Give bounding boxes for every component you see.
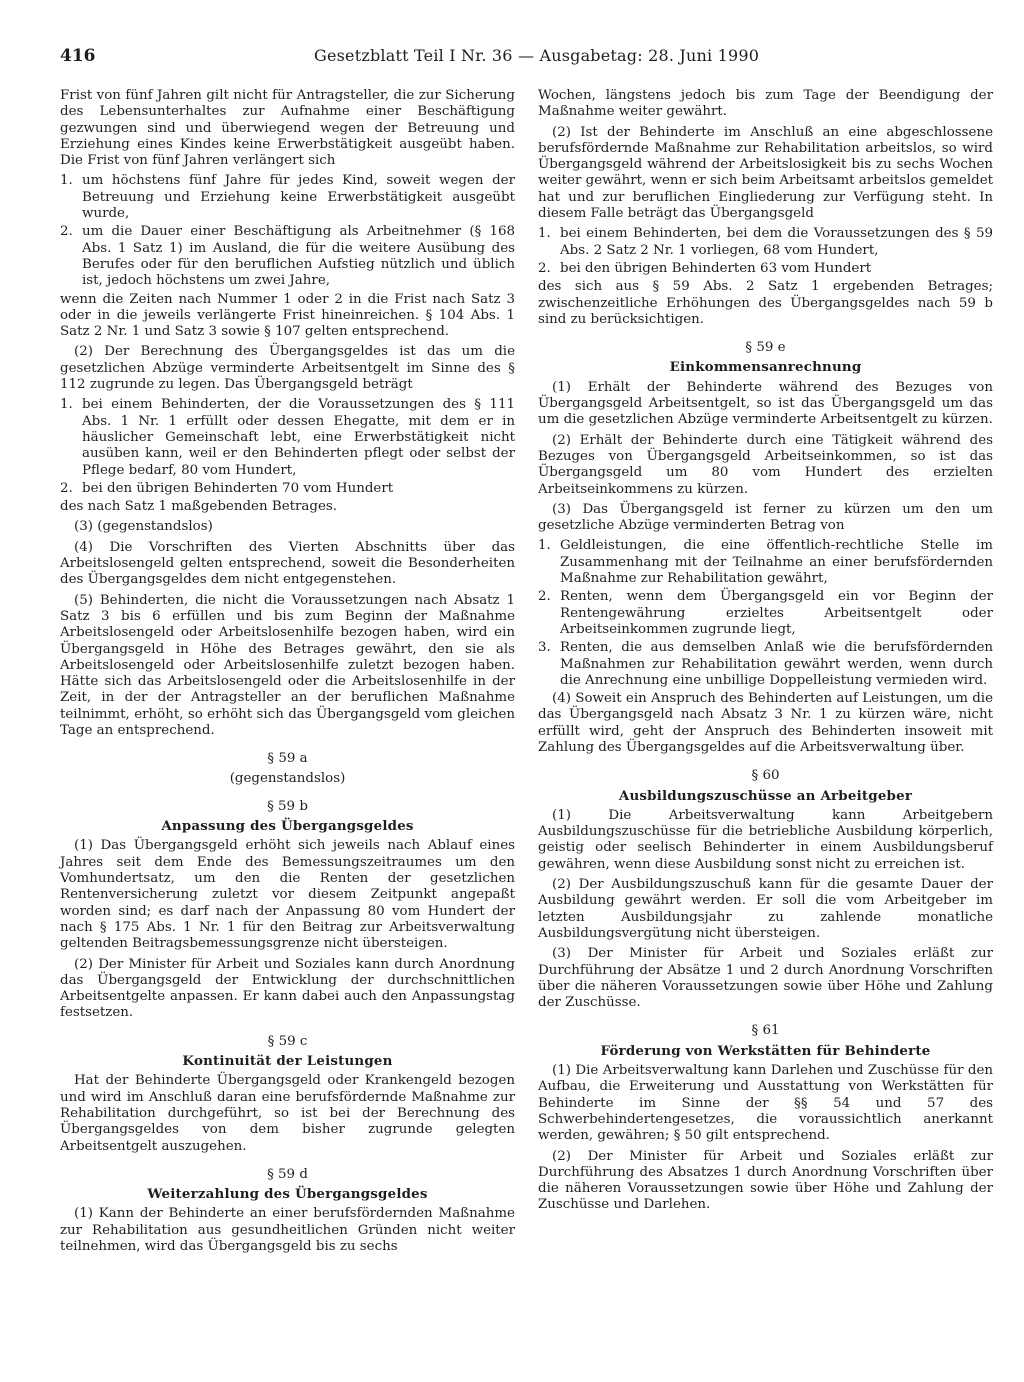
paragraph: (2) Der Minister für Arbeit und Soziales kann durch Anordnung das Übergangsgeld der Entwicklung der durchschnittlichen Arbeitsentgelte anpassen. Er kann dabei auch den Anpassungstag festsetzen.: [60, 956, 515, 1021]
paragraph: (4) Soweit ein Anspruch des Behinderten auf Leistungen, um die das Übergangsgeld nach Absatz 3 Nr. 1 zu kürzen wäre, nicht erfüllt wird, geht der Anspruch des Behinderten insoweit mit Zahlung des Übergangsgeldes auf die Arbeitsverwaltung über.: [538, 691, 993, 755]
page-number: 416: [60, 46, 96, 66]
list-text: Renten, wenn dem Übergangsgeld ein vor Beginn der Rentengewährung erzieltes Arbeitsentgelt oder Arbeitseinkommen zugrunde liegt,: [560, 589, 993, 637]
paragraph: (1) Erhält der Behinderte während des Bezuges von Übergangsgeld Arbeitsentgelt, so ist das Übergangsgeld um das um die gesetzlichen Abzüge verminderte Arbeitsentgelt zu kürzen.: [538, 379, 993, 428]
section-title: Kontinuität der Leistungen: [182, 1053, 393, 1070]
paragraph: wenn die Zeiten nach Nummer 1 oder 2 in die Frist nach Satz 3 oder in die jeweils verlängerte Frist hineinreichen. § 104 Abs. 1 Satz 2 Nr. 1 und Satz 3 sowie § 107 gelten entsprechend.: [60, 291, 515, 340]
section-title: Förderung von Werkstätten für Behinderte: [600, 1042, 931, 1059]
section-number: § 60: [751, 768, 780, 784]
list-text: um die Dauer einer Beschäftigung als Arbeitnehmer (§ 168 Abs. 1 Satz 1) im Ausland, die für die weitere Ausübung des Berufes oder für den beruflichen Aufstieg nützlich und üblich ist, jedoch höchstens um zwei Jahre,: [82, 224, 515, 289]
paragraph: (2) Der Ausbildungszuschuß kann für die gesamte Dauer der Ausbildung gewährt werden. Er soll die vom Arbeitgeber im letzten Ausbildungsjahr zu zahlende monatliche Ausbildungsvergütung nicht übersteigen.: [538, 877, 993, 941]
paragraph: (3) (gegenstandslos): [74, 519, 213, 535]
section-number: § 59 d: [267, 1166, 308, 1182]
paragraph: (1) Kann der Behinderte an einer berufsfördernden Maßnahme zur Rehabilitation aus gesundheitlichen Gründen nicht weiter teilnehmen, wird das Übergangsgeld bis zu sechs: [60, 1206, 515, 1254]
list-number: 3.: [538, 640, 551, 656]
paragraph: (1) Die Arbeitsverwaltung kann Darlehen und Zuschüsse für den Aufbau, die Erweiterung und Ausstattung von Werkstätten für Behinderte im Sinne der §§ 54 und 57 des Schwerbehindertengesetzes, die voraussichtlich anerkannt werden, gewähren; § 50 gilt entsprechend.: [538, 1063, 993, 1144]
list-item: [60, 481, 515, 497]
list-text: bei einem Behinderten, der die Voraussetzungen des § 111 Abs. 1 Nr. 1 erfüllt oder dessen Ehegatte, mit dem er in häuslicher Gemeinschaft lebt, eine Erwerbstätigkeit nicht ausüben kann, weil er den Behinderten pflegt oder selbst der Pflege bedarf, 80 vom Hundert,: [82, 397, 515, 478]
section-text: (gegenstandslos): [229, 770, 346, 786]
paragraph: Hat der Behinderte Übergangsgeld oder Krankengeld bezogen und wird im Anschluß daran eine berufsfördernde Maßnahme zur Rehabilitation durchgeführt, so ist bei der Berechnung des Übergangsgeldes von dem bisher zugrunde gelegten Arbeitsentgelt auszugehen.: [60, 1073, 515, 1154]
list-text: um höchstens fünf Jahre für jedes Kind, soweit wegen der Betreuung und Erziehung keine Erwerbstätigkeit ausgeübt wurde,: [82, 173, 515, 222]
section-title: Weiterzahlung des Übergangsgeldes: [147, 1186, 428, 1203]
list-item: [538, 640, 993, 689]
list-number: 1.: [538, 226, 551, 242]
section-title: Einkommensanrechnung: [669, 359, 862, 376]
paragraph: (2) Der Minister für Arbeit und Soziales erläßt zur Durchführung des Absatzes 1 durch Anordnung Vorschriften über die näheren Voraussetzungen sowie über Höhe und Zahlung der Zuschüsse und Darlehen.: [538, 1148, 993, 1213]
paragraph: des nach Satz 1 maßgebenden Betrages.: [60, 499, 338, 515]
list-text: bei den übrigen Behinderten 63 vom Hundert: [560, 260, 872, 276]
list-number: 2.: [60, 480, 73, 496]
list-number: 2.: [538, 589, 551, 605]
list-text: bei den übrigen Behinderten 70 vom Hundert: [82, 480, 394, 496]
paragraph: Frist von fünf Jahren gilt nicht für Antragsteller, die zur Sicherung des Lebensunterhaltes zur Aufnahme einer Beschäftigung gezwungen sind und überwiegend wegen der Betreuung und Erziehung eines Kindes keine Erwerbstätigkeit ausgeübt haben. Die Frist von fünf Jahren verlängert sich: [60, 88, 515, 169]
section-title: Ausbildungszuschüsse an Arbeitgeber: [618, 787, 913, 804]
list-item: [538, 226, 993, 259]
paragraph: (4) Die Vorschriften des Vierten Abschnitts über das Arbeitslosengeld gelten entsprechend, soweit die Besonderheiten des Übergangsgeldes dem nicht entgegenstehen.: [60, 539, 515, 588]
header-title: Gesetzblatt Teil I Nr. 36 — Ausgabetag: 28. Juni 1990: [314, 46, 760, 65]
list-number: 1.: [538, 538, 551, 554]
list-number: 2.: [60, 224, 73, 240]
right-column: [538, 88, 993, 1218]
paragraph: (5) Behinderten, die nicht die Voraussetzungen nach Absatz 1 Satz 3 bis 6 erfüllen und bis zum Beginn der Maßnahme Arbeitslosengeld oder Arbeitslosenhilfe bezogen haben, wird ein Übergangsgeld in Höhe des Betrages gewährt, den sie als Arbeitslosengeld oder Arbeitslosenhilfe zuletzt bezogen haben. Hätte sich das Arbeitslosengeld oder die Arbeitslosenhilfe in der Zeit, in der der Antragsteller an der beruflichen Maßnahme teilnimmt, erhöht, so erhöht sich das Übergangsgeld vom gleichen Tage an entsprechend.: [60, 592, 515, 738]
paragraph: (2) Ist der Behinderte im Anschluß an eine abgeschlossene berufsfördernde Maßnahme zur Rehabilitation arbeitslos, so wird Übergangsgeld während der Arbeitslosigkeit bis zu sechs Wochen weiter gewährt, wenn er sich beim Arbeitsamt arbeitslos gemeldet hat und zur beruflichen Eingliederung zur Verfügung steht. In diesem Falle beträgt das Übergangsgeld: [538, 124, 993, 222]
paragraph: des sich aus § 59 Abs. 2 Satz 1 ergebenden Betrages; zwischenzeitliche Erhöhungen des Übergangsgeldes nach 59 b sind zu berücksichtigen.: [538, 279, 993, 327]
paragraph: (2) Der Berechnung des Übergangsgeldes ist das um die gesetzlichen Abzüge verminderte Arbeitsentgelt im Sinne des § 112 zugrunde zu legen. Das Übergangsgeld beträgt: [60, 344, 515, 393]
paragraph: Wochen, längstens jedoch bis zum Tage der Beendigung der Maßnahme weiter gewährt.: [538, 88, 993, 120]
list-text: bei einem Behinderten, bei dem die Voraussetzungen des § 59 Abs. 2 Satz 2 Nr. 1 vorliegen, 68 vom Hundert,: [560, 226, 993, 258]
paragraph: (3) Der Minister für Arbeit und Soziales erläßt zur Durchführung der Absätze 1 und 2 durch Anordnung Vorschriften über die näheren Voraussetzungen sowie über Höhe und Zahlung der Zuschüsse.: [538, 946, 993, 1011]
left-column: [60, 88, 515, 1259]
section-number: § 59 e: [745, 340, 786, 356]
list-item: [538, 538, 993, 587]
paragraph: (1) Die Arbeitsverwaltung kann Arbeitgebern Ausbildungszuschüsse für die betriebliche Ausbildung körperlich, geistig oder seelisch Behinderter in einem Ausbildungsberuf gewähren, wenn diese Ausbildung sonst nicht zu erreichen ist.: [538, 807, 993, 872]
section-number: § 59 a: [267, 751, 308, 767]
paragraph: (3) Das Übergangsgeld ist ferner zu kürzen um den um gesetzliche Abzüge verminderten Betrag von: [538, 501, 993, 534]
list-number: 2.: [538, 260, 551, 276]
list-item: [60, 224, 515, 289]
list-item: [538, 261, 993, 277]
section-title: Anpassung des Übergangsgeldes: [161, 818, 414, 835]
page-header: [60, 46, 990, 70]
list-text: Geldleistungen, die eine öffentlich-rechtliche Stelle im Zusammenhang mit der Teilnahme an einer berufsfördernden Maßnahme zur Rehabilitation gewährt,: [560, 538, 993, 587]
list-item: [60, 173, 515, 222]
section-number: § 61: [751, 1023, 780, 1039]
list-number: 1.: [60, 397, 73, 413]
paragraph: (1) Das Übergangsgeld erhöht sich jeweils nach Ablauf eines Jahres seit dem Ende des Bemessungszeitraumes um den Vomhundertsatz, um den die Renten der gesetzlichen Rentenversicherung zuletzt vor diesem Zeitpunkt angepaßt worden sind; es darf nach der Anpassung 80 vom Hundert der nach § 175 Abs. 1 Nr. 1 für den Beitrag zur Arbeitsverwaltung geltenden Beitragsbemessungsgrenze nicht übersteigen.: [60, 838, 515, 952]
section-number: § 59 b: [267, 798, 308, 814]
section-number: § 59 c: [267, 1033, 308, 1049]
list-item: [538, 589, 993, 638]
paragraph: (2) Erhält der Behinderte durch eine Tätigkeit während des Bezuges von Übergangsgeld Arbeitseinkommen, so ist das Übergangsgeld um 80 vom Hundert des erzielten Arbeitseinkommens zu kürzen.: [538, 432, 993, 497]
list-text: Renten, die aus demselben Anlaß wie die berufsfördernden Maßnahmen zur Rehabilitation gewährt werden, wenn durch die Anrechnung eine unbillige Doppelleistung vermieden wird.: [560, 640, 993, 688]
list-number: 1.: [60, 173, 73, 189]
list-item: [60, 397, 515, 478]
